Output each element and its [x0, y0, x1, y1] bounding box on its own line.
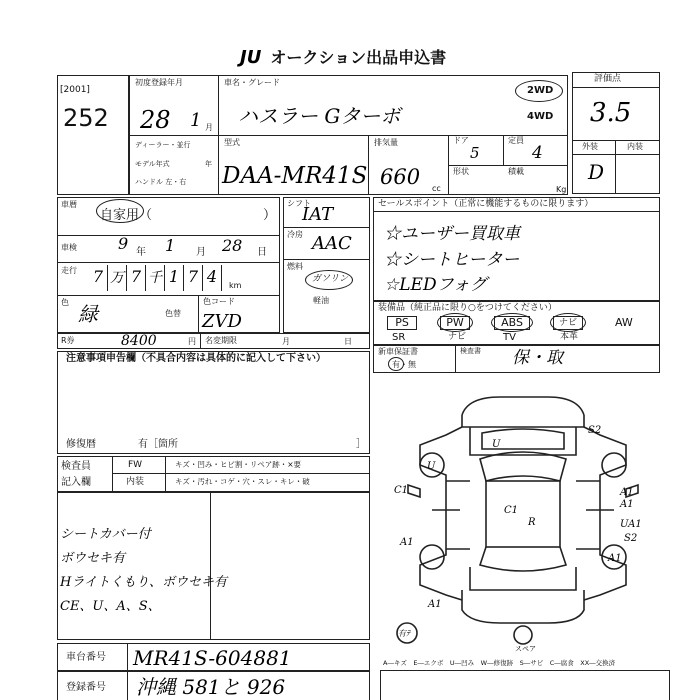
- inspection-day-unit: 日: [257, 247, 267, 258]
- displacement-value: 660: [380, 165, 421, 189]
- damage-mark: C1: [504, 505, 519, 516]
- model-value: DAA-MR41S: [222, 163, 368, 189]
- fuel-label: 燃料: [287, 262, 303, 271]
- mileage-digit: 7: [89, 265, 108, 291]
- equip-navi-circle: [550, 313, 586, 332]
- sales-point-item: ☆ユーザー買取車: [384, 224, 520, 244]
- equip-pw-circle: [437, 313, 473, 332]
- mileage-digit: 万: [108, 265, 127, 291]
- equip-ps: PS: [387, 316, 417, 330]
- usage-circle: [96, 199, 144, 223]
- equip-aw: AW: [615, 316, 633, 329]
- mileage-digit: 1: [165, 265, 184, 291]
- spare-mark: 有ﾃ: [398, 629, 410, 638]
- damage-mark: U: [492, 439, 501, 450]
- sales-point-label: セールスポイント（正常に機能するものに限ります）: [378, 199, 594, 209]
- damage-mark: A1: [620, 499, 634, 510]
- usage-close: ）: [263, 208, 277, 223]
- color-code-value: ZVD: [202, 311, 242, 332]
- handle-label: ハンドル 左・右: [135, 178, 187, 186]
- mileage-digit: 7: [184, 265, 203, 291]
- r-ticket-label: R券: [61, 336, 75, 345]
- equip-leather: 本革: [560, 332, 579, 342]
- equip-pw: PW: [440, 316, 470, 330]
- damage-mark: A1: [620, 487, 634, 498]
- drive-2wd: 2WD: [527, 85, 554, 96]
- shape-label: 形状: [453, 167, 469, 176]
- repair-value: 有［箇所: [138, 439, 178, 450]
- ac-label: 冷房: [287, 230, 303, 239]
- name-change-day: 日: [344, 337, 352, 346]
- chassis-label: 車台番号: [66, 652, 106, 663]
- equip-abs-circle: [491, 313, 533, 332]
- shift-label: シフト: [287, 199, 311, 208]
- displacement-unit: cc: [432, 184, 441, 193]
- first-reg-year: 28: [140, 106, 171, 134]
- inspection-year: 9: [118, 234, 129, 253]
- score-label: 評価点: [594, 74, 622, 84]
- model-year-unit: 年: [205, 160, 212, 168]
- interior-label: 内装: [627, 142, 643, 151]
- interior-value: D: [588, 160, 605, 184]
- damage-mark: UA1: [620, 519, 642, 530]
- color-change-label: 色替: [165, 309, 181, 318]
- warranty-label: 新車保証書: [378, 347, 418, 356]
- color-code-label: 色コード: [203, 297, 235, 306]
- load-label: 積載: [508, 167, 524, 176]
- drive-4wd: 4WD: [527, 111, 554, 122]
- mileage-label: 走行: [61, 266, 77, 275]
- damage-mark: U: [427, 461, 436, 472]
- r-ticket-yen: 円: [188, 337, 196, 346]
- inspection-label: 車検: [61, 243, 77, 252]
- registration-label: 登録番号: [66, 682, 106, 693]
- inspector-label2: 記入欄: [61, 477, 91, 488]
- warranty-circle: [388, 357, 404, 371]
- spare-label: スペア: [515, 645, 536, 653]
- first-reg-unit: 月: [205, 123, 213, 132]
- r-ticket-value: 8400: [121, 333, 157, 349]
- inspector-note: シートカバー付: [60, 527, 151, 542]
- shift-value: IAT: [302, 204, 334, 225]
- mileage-digits: [89, 265, 222, 293]
- usage-value: 自家用（: [100, 208, 153, 223]
- doors-label: ドア: [453, 136, 469, 145]
- lot-number: 252: [63, 104, 109, 132]
- first-reg-month: 1: [190, 110, 202, 131]
- inspector-label1: 検査員: [61, 461, 91, 472]
- sales-point-item: ☆LEDフォグ: [384, 275, 487, 295]
- diagram-legend: A―キズ E―エクボ U―凹み W―修復跡 S―サビ C―腐食 XX―交換済: [383, 659, 616, 667]
- inspection-year-unit: 年: [136, 247, 146, 258]
- equip-sr: SR: [392, 332, 406, 343]
- inspector-notes-block: [57, 492, 370, 640]
- notes-label: 注意事項申告欄（不具合内容は具体的に記入して下さい）: [66, 353, 326, 364]
- inspector-fw-items: キズ・凹み・ヒビ割・リペア跡・×要: [175, 460, 301, 469]
- capacity-label: 定員: [508, 136, 524, 145]
- damage-mark: A1: [608, 553, 622, 564]
- equip-abs: ABS: [494, 316, 530, 330]
- model-label: 型式: [224, 138, 240, 147]
- inspector-note: CE、U、A、S、: [60, 599, 161, 614]
- car-name-label: 車名・グレード: [224, 78, 280, 87]
- color-value: 緑: [78, 302, 98, 326]
- equipment-label: 装備品（純正品に限り○をつけてください）: [378, 303, 557, 313]
- score-value: 3.5: [590, 98, 632, 128]
- inspector-note: Hライトくもり、ボウセキ有: [60, 575, 227, 590]
- lot-code: [2001]: [60, 85, 90, 95]
- name-change-month: 月: [282, 337, 290, 346]
- car-diagram: [380, 385, 670, 655]
- inspection-month-unit: 月: [196, 247, 206, 258]
- header: [240, 45, 446, 68]
- model-year-label: モデル年式: [135, 160, 170, 168]
- legend-box: [380, 670, 670, 700]
- sales-point-item: ☆シートヒーター: [384, 250, 520, 270]
- inspector-naisou-items: キズ・汚れ・コゲ・穴・スレ・キレ・破: [175, 477, 310, 486]
- car-name-value: ハスラー Gターボ: [238, 104, 401, 128]
- color-label: 色: [61, 298, 69, 307]
- first-reg-label: 初度登録年月: [135, 78, 183, 87]
- ac-value: AAC: [312, 233, 352, 254]
- capacity-value: 4: [532, 143, 543, 163]
- load-unit: Kg: [556, 185, 567, 194]
- damage-mark: R: [528, 517, 536, 528]
- exterior-label: 外装: [582, 142, 598, 151]
- warranty-yes-no: 有・無: [392, 360, 416, 369]
- usage-label: 車暦: [61, 200, 77, 209]
- damage-mark: S2: [624, 533, 638, 544]
- equip-tv: TV: [503, 332, 516, 343]
- mileage-digit: 千: [146, 265, 165, 291]
- inspection-day: 28: [222, 236, 243, 255]
- mileage-unit: km: [229, 281, 242, 290]
- fuel-value: ガソリン: [312, 274, 349, 284]
- inspector-fw: FW: [128, 460, 143, 470]
- damage-mark: C1: [394, 485, 409, 496]
- warranty-value: 保・取: [512, 348, 563, 368]
- damage-mark: A1: [400, 537, 414, 548]
- damage-mark: S2: [588, 425, 602, 436]
- equip-navi-top: ナビ: [553, 316, 583, 330]
- mileage-digit: 4: [203, 265, 222, 291]
- equip-navi: ナビ: [448, 332, 467, 342]
- name-change-label: 名変期限: [205, 336, 237, 345]
- displacement-label: 排気量: [374, 138, 398, 147]
- damage-mark: A1: [428, 599, 442, 610]
- fuel-light-oil: 軽油: [313, 296, 329, 305]
- warranty-label2: 検査書: [460, 347, 481, 355]
- notes-block: [57, 351, 370, 454]
- registration-value: 沖縄 581と 926: [136, 675, 286, 699]
- chassis-value: MR41S-604881: [133, 646, 292, 670]
- ju-logo: JU: [240, 47, 262, 68]
- inspector-note: ボウセキ有: [60, 551, 126, 566]
- repair-label: 修復暦: [66, 439, 96, 450]
- inspector-naisou: 内装: [126, 477, 145, 487]
- doors-value: 5: [470, 144, 480, 162]
- repair-close: ］: [356, 439, 366, 450]
- inspection-month: 1: [165, 236, 176, 255]
- dealer-label: ディーラー・並行: [135, 141, 191, 149]
- mileage-digit: 7: [127, 265, 146, 291]
- form-title: オークション出品申込書: [270, 48, 447, 67]
